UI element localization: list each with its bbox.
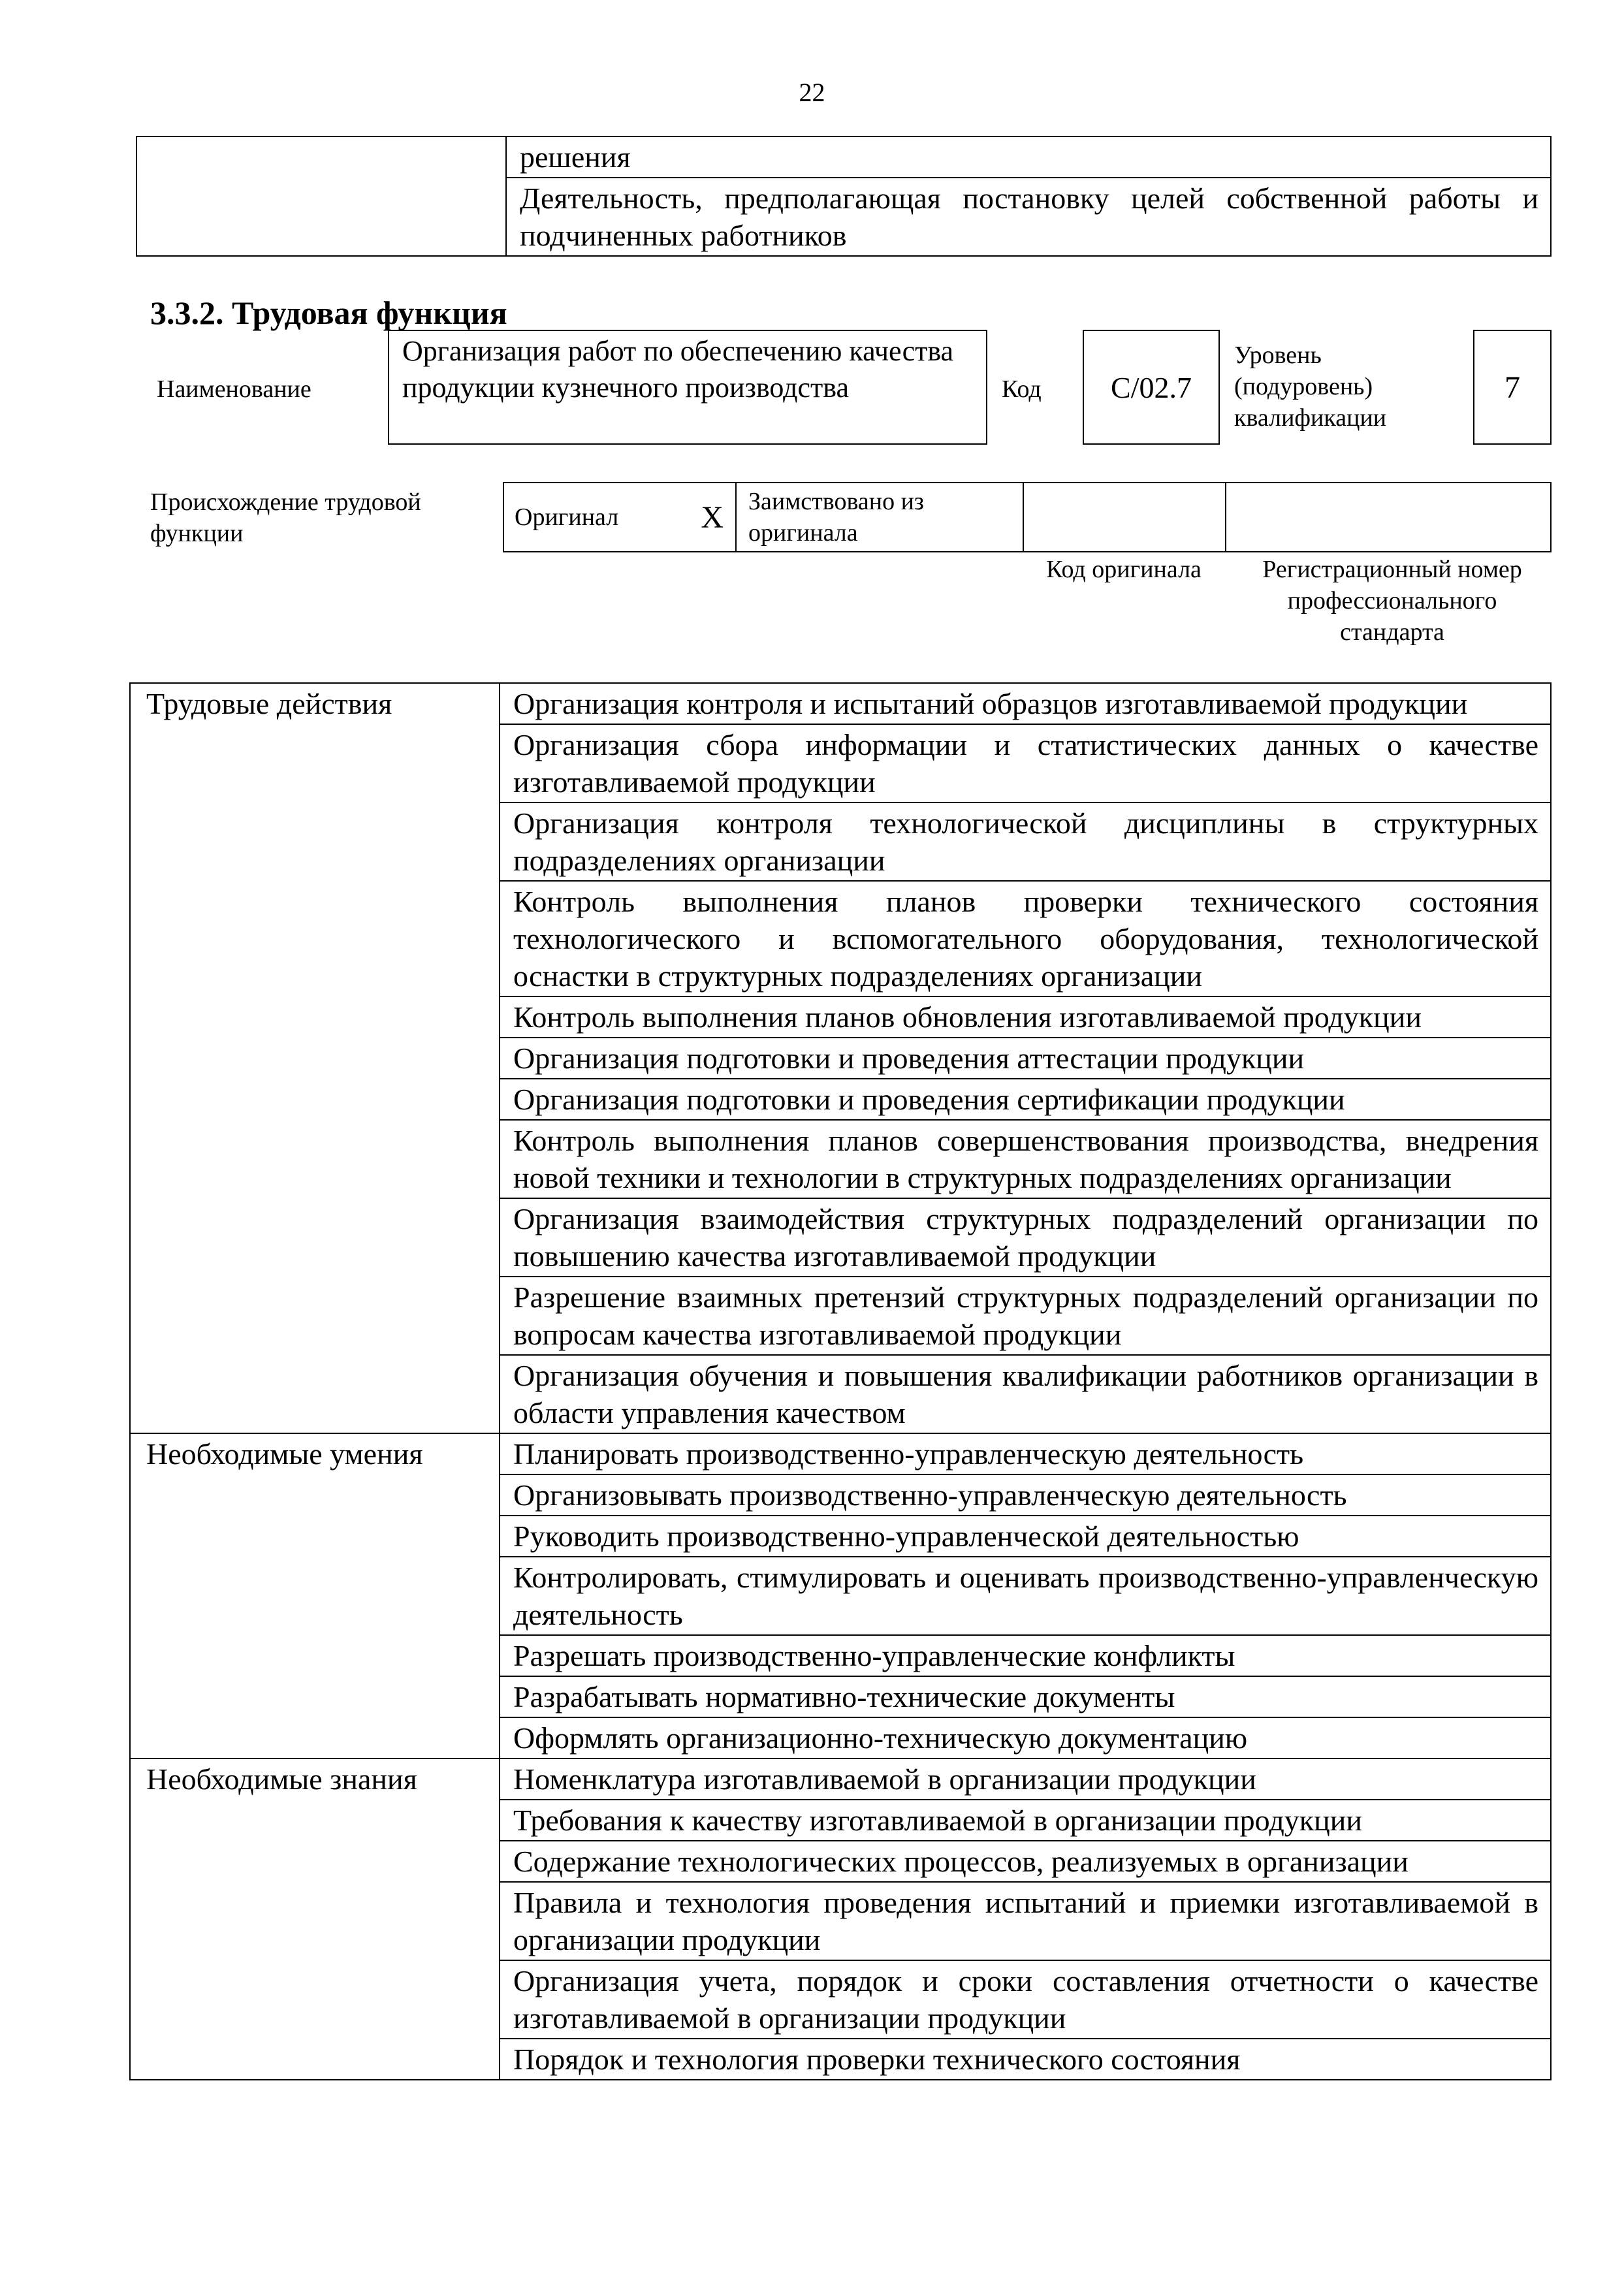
table-cell	[500, 1841, 1551, 1882]
table-cell	[500, 1120, 1551, 1198]
level-value-box	[1473, 330, 1552, 445]
cell-text: Контроль выполнения планов проверки технического состояния технологического и вспомогательного оборудования, технологической оснастки в структурных подразделениях организации	[513, 885, 1538, 993]
cell-text: Правила и технология проведения испытаний и приемки изготавливаемой в организации продукции	[513, 1886, 1538, 1956]
section-title: 3.3.2. Трудовая функция	[150, 294, 507, 331]
level-label: Уровень (подуровень) квалификации	[1234, 342, 1387, 432]
top-table	[136, 136, 1552, 257]
main-table	[129, 682, 1552, 2080]
name-label: Наименование	[157, 375, 311, 403]
table-cell	[500, 996, 1551, 1038]
group-label: Трудовые действия	[146, 687, 392, 720]
table-row	[130, 1433, 1551, 1474]
name-value-box	[388, 330, 987, 445]
table-cell	[500, 1800, 1551, 1841]
cell-text: Оформлять организационно-техническую документацию	[513, 1721, 1248, 1755]
cell-text: Содержание технологических процессов, реализуемых в организации	[513, 1845, 1409, 1878]
table-row	[503, 483, 1551, 552]
table-cell	[500, 1759, 1551, 1800]
table-cell	[500, 1516, 1551, 1557]
cell-text: Организация подготовки и проведения аттестации продукции	[513, 1042, 1305, 1075]
table-cell	[500, 1433, 1551, 1474]
table-cell	[500, 1474, 1551, 1516]
page-number: 22	[799, 78, 825, 107]
cell-text: Организация контроля технологической дисциплины в структурных подразделениях организации	[513, 806, 1538, 877]
original-label: Оригинал	[515, 503, 619, 531]
table-cell	[500, 1038, 1551, 1079]
group-label-cell	[130, 1759, 500, 2080]
table-cell	[500, 1355, 1551, 1433]
cell-text: Руководить производственно-управленческой деятельностью	[513, 1520, 1299, 1553]
name-value: Организация работ по обеспечению качества продукции кузнечного производства	[402, 335, 954, 404]
cell-text: Организация взаимодействия структурных подразделений организации по повышению качества изготавливаемой продукции	[513, 1202, 1538, 1273]
table-cell	[500, 1882, 1551, 1960]
cell-text: Организация учета, порядок и сроки составления отчетности о качестве изготавливаемой в организации продукции	[513, 1964, 1538, 2035]
table-row	[136, 136, 1551, 178]
code-caption: Код оригинала	[1046, 556, 1202, 583]
cell-text: Организовывать производственно-управленческую деятельность	[513, 1478, 1347, 1512]
original-mark: X	[701, 500, 724, 535]
table-cell	[500, 1960, 1551, 2039]
code-value: C/02.7	[1111, 370, 1192, 404]
table-cell	[500, 1277, 1551, 1355]
cell-text: Требования к качеству изготавливаемой в организации продукции	[513, 1804, 1362, 1837]
borrowed-label: Заимствовано из оригинала	[748, 488, 924, 547]
cell-text: Организация контроля и испытаний образцов изготавливаемой продукции	[513, 687, 1468, 720]
cell-text: Номенклатура изготавливаемой в организации продукции	[513, 1762, 1256, 1796]
table-cell	[500, 1717, 1551, 1759]
cell-text: Организация подготовки и проведения сертификации продукции	[513, 1083, 1345, 1116]
group-label: Необходимые знания	[146, 1762, 417, 1796]
cell-text: Деятельность, предполагающая постановку целей собственной работы и подчиненных работников	[520, 182, 1538, 252]
table-cell	[500, 1557, 1551, 1635]
level-value: 7	[1505, 370, 1520, 405]
table-cell	[500, 803, 1551, 881]
cell-text: Организация обучения и повышения квалификации работников организации в области управления качеством	[513, 1359, 1538, 1429]
group-label-cell	[130, 1433, 500, 1759]
table-cell	[500, 1079, 1551, 1120]
origin-table	[503, 482, 1552, 552]
registration-caption: Регистрационный номер профессионального стандарта	[1262, 556, 1522, 646]
table-cell	[500, 1676, 1551, 1717]
table-cell	[500, 2039, 1551, 2080]
origin-label: Происхождение трудовой функции	[150, 488, 421, 547]
table-cell	[506, 178, 1551, 256]
table-cell	[506, 136, 1551, 178]
original-cell	[503, 483, 736, 552]
table-cell	[500, 1198, 1551, 1277]
cell-text: Планировать производственно-управленческую деятельность	[513, 1437, 1304, 1471]
cell-text: Разрешение взаимных претензий структурных подразделений организации по вопросам качества изготавливаемой продукции	[513, 1281, 1538, 1351]
table-cell	[500, 881, 1551, 996]
code-value-box	[1083, 330, 1220, 445]
group-label: Необходимые умения	[146, 1437, 423, 1471]
borrowed-cell	[736, 483, 1023, 552]
table-cell	[500, 724, 1551, 803]
cell-text: решения	[520, 140, 631, 174]
table-row	[130, 1759, 1551, 1800]
cell-text: Порядок и технология проверки технического состояния	[513, 2043, 1241, 2076]
table-row	[130, 683, 1551, 724]
cell-text: Контроль выполнения планов совершенствования производства, внедрения новой техники и технологии в структурных подразделениях организации	[513, 1124, 1538, 1194]
cell-text: Разрешать производственно-управленческие конфликты	[513, 1639, 1235, 1672]
cell-text: Разрабатывать нормативно-технические документы	[513, 1680, 1175, 1713]
cell-text: Контролировать, стимулировать и оценивать производственно-управленческую деятельность	[513, 1561, 1538, 1631]
table-cell	[500, 683, 1551, 724]
cell-text: Организация сбора информации и статистических данных о качестве изготавливаемой продукции	[513, 728, 1538, 799]
table-cell	[500, 1635, 1551, 1676]
table-label-cell	[136, 136, 506, 256]
code-label: Код	[1002, 375, 1042, 403]
original-code-cell	[1023, 483, 1226, 552]
registration-number-cell	[1226, 483, 1551, 552]
cell-text: Контроль выполнения планов обновления изготавливаемой продукции	[513, 1000, 1422, 1034]
group-label-cell	[130, 683, 500, 1433]
